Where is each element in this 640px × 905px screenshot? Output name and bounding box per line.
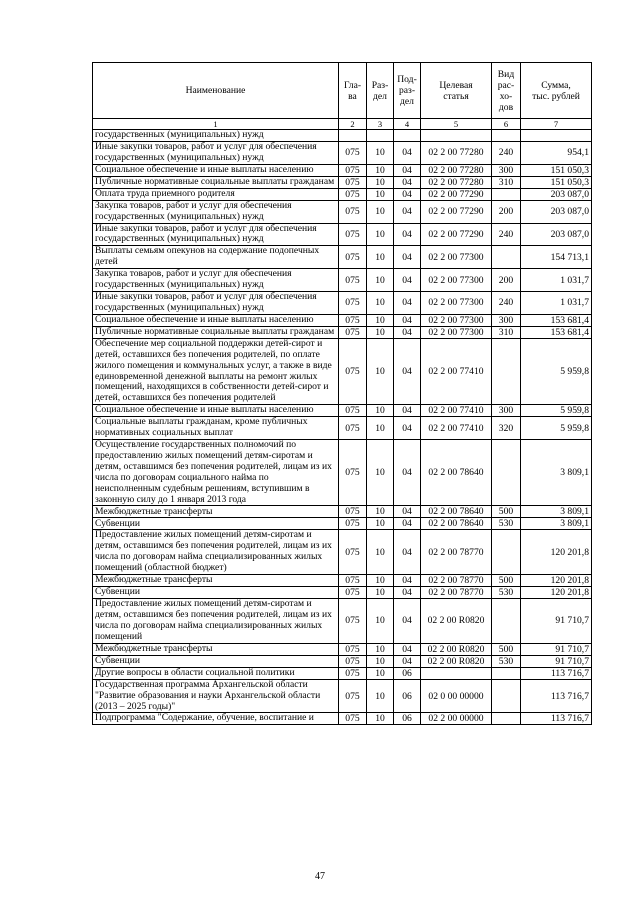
table-row — [93, 506, 592, 518]
row-podrazdel: 06 — [394, 713, 421, 725]
row-podrazdel: 04 — [394, 223, 421, 246]
row-target: 02 2 00 77410 — [421, 417, 492, 440]
row-sum: 5 959,8 — [521, 338, 592, 404]
row-razdel: 10 — [367, 326, 394, 338]
row-glava — [339, 130, 367, 142]
row-target: 02 2 00 77280 — [421, 176, 492, 188]
row-razdel: 10 — [367, 269, 394, 292]
table-row — [93, 269, 592, 292]
column-number: 2 — [339, 119, 367, 130]
row-target — [421, 130, 492, 142]
row-name: Социальное обеспечение и иные выплаты населению — [93, 314, 339, 326]
row-glava: 075 — [339, 440, 367, 506]
row-glava: 075 — [339, 575, 367, 587]
table-row — [93, 679, 592, 713]
row-target: 02 2 00 77290 — [421, 188, 492, 200]
row-sum: 120 201,8 — [521, 530, 592, 575]
row-razdel: 10 — [367, 200, 394, 223]
row-name: Субвенции — [93, 587, 339, 599]
row-glava: 075 — [339, 643, 367, 655]
column-number: 3 — [367, 119, 394, 130]
row-sum: 3 809,1 — [521, 440, 592, 506]
row-name: Межбюджетные трансферты — [93, 643, 339, 655]
row-sum: 113 716,7 — [521, 679, 592, 713]
row-podrazdel: 04 — [394, 176, 421, 188]
row-name: Предоставление жилых помещений детям-сиротам и детям, оставшимся без попечения родителей, лицам из их числа по договорам найма специализированных жилых помещений (областной бюджет) — [93, 530, 339, 575]
table-row — [93, 223, 592, 246]
row-sum: 1 031,7 — [521, 269, 592, 292]
table-row — [93, 599, 592, 644]
row-name: Выплаты семьям опекунов на содержание подопечных детей — [93, 246, 339, 269]
table-row — [93, 575, 592, 587]
table-row — [93, 176, 592, 188]
row-glava: 075 — [339, 417, 367, 440]
row-razdel: 10 — [367, 643, 394, 655]
row-glava: 075 — [339, 518, 367, 530]
row-sum: 203 087,0 — [521, 188, 592, 200]
row-glava: 075 — [339, 291, 367, 314]
row-glava: 075 — [339, 269, 367, 292]
row-target: 02 2 00 78770 — [421, 575, 492, 587]
row-name: Иные закупки товаров, работ и услуг для обеспечения государственных (муниципальных) нужд — [93, 141, 339, 164]
table-row — [93, 417, 592, 440]
row-vid — [492, 246, 521, 269]
column-number: 4 — [394, 119, 421, 130]
row-sum: 954,1 — [521, 141, 592, 164]
row-target: 02 2 00 00000 — [421, 713, 492, 725]
row-target — [421, 667, 492, 679]
row-sum: 113 716,7 — [521, 713, 592, 725]
row-name: Государственная программа Архангельской области "Развитие образования и науки Архангельской области (2013 – 2025 годы)" — [93, 679, 339, 713]
column-number: 1 — [93, 119, 339, 130]
row-sum: 3 809,1 — [521, 518, 592, 530]
row-podrazdel — [394, 130, 421, 142]
table-row — [93, 405, 592, 417]
row-target: 02 2 00 77410 — [421, 338, 492, 404]
row-podrazdel: 04 — [394, 643, 421, 655]
row-target: 02 2 00 77290 — [421, 200, 492, 223]
row-glava: 075 — [339, 713, 367, 725]
row-name: Социальное обеспечение и иные выплаты населению — [93, 164, 339, 176]
row-name: Осуществление государственных полномочий по предоставлению жилых помещений детям-сиротам и детям, оставшимся без попечения родителей, лицам из их числа по договорам социального найма по неисполненным судебным решениям, вступившим в законную силу до 1 января 2013 года — [93, 440, 339, 506]
row-sum: 120 201,8 — [521, 575, 592, 587]
header-row — [93, 63, 592, 119]
row-glava: 075 — [339, 530, 367, 575]
row-vid — [492, 667, 521, 679]
column-number: 6 — [492, 119, 521, 130]
row-razdel: 10 — [367, 188, 394, 200]
row-sum: 203 087,0 — [521, 223, 592, 246]
column-number-row — [93, 119, 592, 130]
row-name: Закупка товаров, работ и услуг для обеспечения государственных (муниципальных) нужд — [93, 200, 339, 223]
column-number: 5 — [421, 119, 492, 130]
row-glava: 075 — [339, 338, 367, 404]
row-glava: 075 — [339, 326, 367, 338]
table-row — [93, 200, 592, 223]
row-razdel: 10 — [367, 176, 394, 188]
row-name: Оплата труда приемного родителя — [93, 188, 339, 200]
row-glava: 075 — [339, 679, 367, 713]
row-vid: 300 — [492, 164, 521, 176]
table-row — [93, 141, 592, 164]
row-sum: 3 809,1 — [521, 506, 592, 518]
row-vid: 240 — [492, 223, 521, 246]
row-name: Предоставление жилых помещений детям-сиротам и детям, оставшимся без попечения родителей, лицам из их числа по договорам найма специализированных жилых помещений — [93, 599, 339, 644]
table-row — [93, 713, 592, 725]
row-razdel: 10 — [367, 679, 394, 713]
row-razdel: 10 — [367, 587, 394, 599]
header-podrazdel: Под- раз- дел — [394, 63, 421, 119]
row-glava: 075 — [339, 141, 367, 164]
row-target: 02 2 00 77410 — [421, 405, 492, 417]
row-razdel: 10 — [367, 440, 394, 506]
row-name: Межбюджетные трансферты — [93, 506, 339, 518]
header-glava: Гла- ва — [339, 63, 367, 119]
row-vid: 530 — [492, 518, 521, 530]
row-name: Иные закупки товаров, работ и услуг для обеспечения государственных (муниципальных) нужд — [93, 223, 339, 246]
row-razdel: 10 — [367, 405, 394, 417]
row-glava: 075 — [339, 188, 367, 200]
table-body — [93, 130, 592, 725]
row-glava: 075 — [339, 599, 367, 644]
row-podrazdel: 04 — [394, 506, 421, 518]
table-row — [93, 326, 592, 338]
row-target: 02 2 00 R0820 — [421, 599, 492, 644]
row-target: 02 0 00 00000 — [421, 679, 492, 713]
row-razdel: 10 — [367, 667, 394, 679]
row-vid: 310 — [492, 326, 521, 338]
row-podrazdel: 06 — [394, 679, 421, 713]
row-podrazdel: 04 — [394, 575, 421, 587]
table-row — [93, 643, 592, 655]
row-sum: 153 681,4 — [521, 326, 592, 338]
row-razdel: 10 — [367, 291, 394, 314]
table-row — [93, 314, 592, 326]
row-glava: 075 — [339, 314, 367, 326]
row-name: Подпрограмма "Содержание, обучение, воспитание и — [93, 713, 339, 725]
row-sum: 1 031,7 — [521, 291, 592, 314]
row-name: Социальные выплаты гражданам, кроме публичных нормативных социальных выплат — [93, 417, 339, 440]
row-podrazdel: 04 — [394, 405, 421, 417]
row-sum: 154 713,1 — [521, 246, 592, 269]
header-name: Наименование — [93, 63, 339, 119]
row-razdel: 10 — [367, 164, 394, 176]
row-sum: 91 710,7 — [521, 655, 592, 667]
row-glava: 075 — [339, 506, 367, 518]
row-razdel: 10 — [367, 223, 394, 246]
row-glava: 075 — [339, 164, 367, 176]
row-razdel: 10 — [367, 246, 394, 269]
row-podrazdel: 04 — [394, 518, 421, 530]
row-podrazdel: 04 — [394, 200, 421, 223]
row-razdel: 10 — [367, 655, 394, 667]
row-podrazdel: 04 — [394, 587, 421, 599]
row-vid: 200 — [492, 269, 521, 292]
row-name: Другие вопросы в области социальной политики — [93, 667, 339, 679]
header-razdel: Раз- дел — [367, 63, 394, 119]
row-glava: 075 — [339, 587, 367, 599]
row-vid: 530 — [492, 655, 521, 667]
table-row — [93, 164, 592, 176]
row-sum: 120 201,8 — [521, 587, 592, 599]
column-number: 7 — [521, 119, 592, 130]
row-podrazdel: 04 — [394, 314, 421, 326]
header-target: Целевая статья — [421, 63, 492, 119]
row-podrazdel: 04 — [394, 246, 421, 269]
row-glava: 075 — [339, 223, 367, 246]
row-podrazdel: 04 — [394, 291, 421, 314]
row-sum: 113 716,7 — [521, 667, 592, 679]
row-target: 02 2 00 77300 — [421, 326, 492, 338]
row-sum: 151 050,3 — [521, 176, 592, 188]
row-sum: 5 959,8 — [521, 405, 592, 417]
row-razdel: 10 — [367, 713, 394, 725]
row-target: 02 2 00 R0820 — [421, 643, 492, 655]
row-podrazdel: 04 — [394, 141, 421, 164]
row-vid — [492, 338, 521, 404]
row-glava: 075 — [339, 176, 367, 188]
row-name: Публичные нормативные социальные выплаты гражданам — [93, 176, 339, 188]
row-name: государственных (муниципальных) нужд — [93, 130, 339, 142]
row-podrazdel: 04 — [394, 599, 421, 644]
table-row — [93, 655, 592, 667]
row-podrazdel: 04 — [394, 269, 421, 292]
row-razdel: 10 — [367, 530, 394, 575]
row-target: 02 2 00 77300 — [421, 314, 492, 326]
row-vid — [492, 188, 521, 200]
row-target: 02 2 00 77300 — [421, 269, 492, 292]
row-target: 02 2 00 77300 — [421, 291, 492, 314]
row-razdel: 10 — [367, 417, 394, 440]
row-sum: 151 050,3 — [521, 164, 592, 176]
row-sum: 91 710,7 — [521, 643, 592, 655]
row-vid: 320 — [492, 417, 521, 440]
row-razdel: 10 — [367, 506, 394, 518]
row-vid: 240 — [492, 291, 521, 314]
table-row — [93, 291, 592, 314]
row-target: 02 2 00 77290 — [421, 223, 492, 246]
row-glava: 075 — [339, 246, 367, 269]
row-name: Обеспечение мер социальной поддержки детей-сирот и детей, оставшихся без попечения родителей, по оплате жилого помещения и коммунальных услуг, а также в виде единовременной денежной выплаты на ремонт жилых помещений, находящихся в собственности детей-сирот и детей, оставшихся без попечения родителей — [93, 338, 339, 404]
page-number: 47 — [315, 871, 325, 882]
row-vid — [492, 530, 521, 575]
row-razdel: 10 — [367, 141, 394, 164]
row-target: 02 2 00 77280 — [421, 141, 492, 164]
row-target: 02 2 00 77280 — [421, 164, 492, 176]
row-podrazdel: 04 — [394, 530, 421, 575]
row-razdel: 10 — [367, 599, 394, 644]
row-podrazdel: 04 — [394, 338, 421, 404]
row-vid — [492, 130, 521, 142]
row-sum — [521, 130, 592, 142]
row-name: Субвенции — [93, 655, 339, 667]
table-row — [93, 188, 592, 200]
row-podrazdel: 04 — [394, 188, 421, 200]
row-target: 02 2 00 78770 — [421, 587, 492, 599]
table-row — [93, 667, 592, 679]
row-target: 02 2 00 R0820 — [421, 655, 492, 667]
row-razdel: 10 — [367, 314, 394, 326]
row-name: Субвенции — [93, 518, 339, 530]
table-row — [93, 338, 592, 404]
row-vid: 240 — [492, 141, 521, 164]
row-target: 02 2 00 78770 — [421, 530, 492, 575]
row-podrazdel: 04 — [394, 164, 421, 176]
row-glava: 075 — [339, 667, 367, 679]
row-vid — [492, 440, 521, 506]
row-vid: 310 — [492, 176, 521, 188]
row-sum: 91 710,7 — [521, 599, 592, 644]
row-vid — [492, 599, 521, 644]
row-podrazdel: 04 — [394, 440, 421, 506]
row-glava: 075 — [339, 200, 367, 223]
table-row — [93, 530, 592, 575]
row-podrazdel: 04 — [394, 417, 421, 440]
row-razdel: 10 — [367, 338, 394, 404]
row-podrazdel: 04 — [394, 326, 421, 338]
row-name: Межбюджетные трансферты — [93, 575, 339, 587]
row-vid: 500 — [492, 506, 521, 518]
row-razdel: 10 — [367, 575, 394, 587]
row-sum: 5 959,8 — [521, 417, 592, 440]
header-sum: Сумма, тыс. рублей — [521, 63, 592, 119]
row-vid — [492, 713, 521, 725]
row-glava: 075 — [339, 655, 367, 667]
row-podrazdel: 06 — [394, 667, 421, 679]
row-vid: 500 — [492, 575, 521, 587]
row-name: Социальное обеспечение и иные выплаты населению — [93, 405, 339, 417]
table-row — [93, 130, 592, 142]
table-row — [93, 518, 592, 530]
row-vid: 300 — [492, 405, 521, 417]
row-name: Иные закупки товаров, работ и услуг для обеспечения государственных (муниципальных) нужд — [93, 291, 339, 314]
row-target: 02 2 00 78640 — [421, 518, 492, 530]
row-razdel: 10 — [367, 518, 394, 530]
row-vid: 300 — [492, 314, 521, 326]
row-sum: 203 087,0 — [521, 200, 592, 223]
table-row — [93, 440, 592, 506]
row-name: Закупка товаров, работ и услуг для обеспечения государственных (муниципальных) нужд — [93, 269, 339, 292]
row-glava: 075 — [339, 405, 367, 417]
row-razdel — [367, 130, 394, 142]
row-name: Публичные нормативные социальные выплаты гражданам — [93, 326, 339, 338]
table-row — [93, 587, 592, 599]
row-target: 02 2 00 77300 — [421, 246, 492, 269]
row-vid: 500 — [492, 643, 521, 655]
row-vid — [492, 679, 521, 713]
header-vid: Вид рас- хо- дов — [492, 63, 521, 119]
row-vid: 530 — [492, 587, 521, 599]
table-row — [93, 246, 592, 269]
row-target: 02 2 00 78640 — [421, 506, 492, 518]
row-target: 02 2 00 78640 — [421, 440, 492, 506]
budget-table — [92, 62, 592, 725]
row-podrazdel: 04 — [394, 655, 421, 667]
row-vid: 200 — [492, 200, 521, 223]
row-sum: 153 681,4 — [521, 314, 592, 326]
